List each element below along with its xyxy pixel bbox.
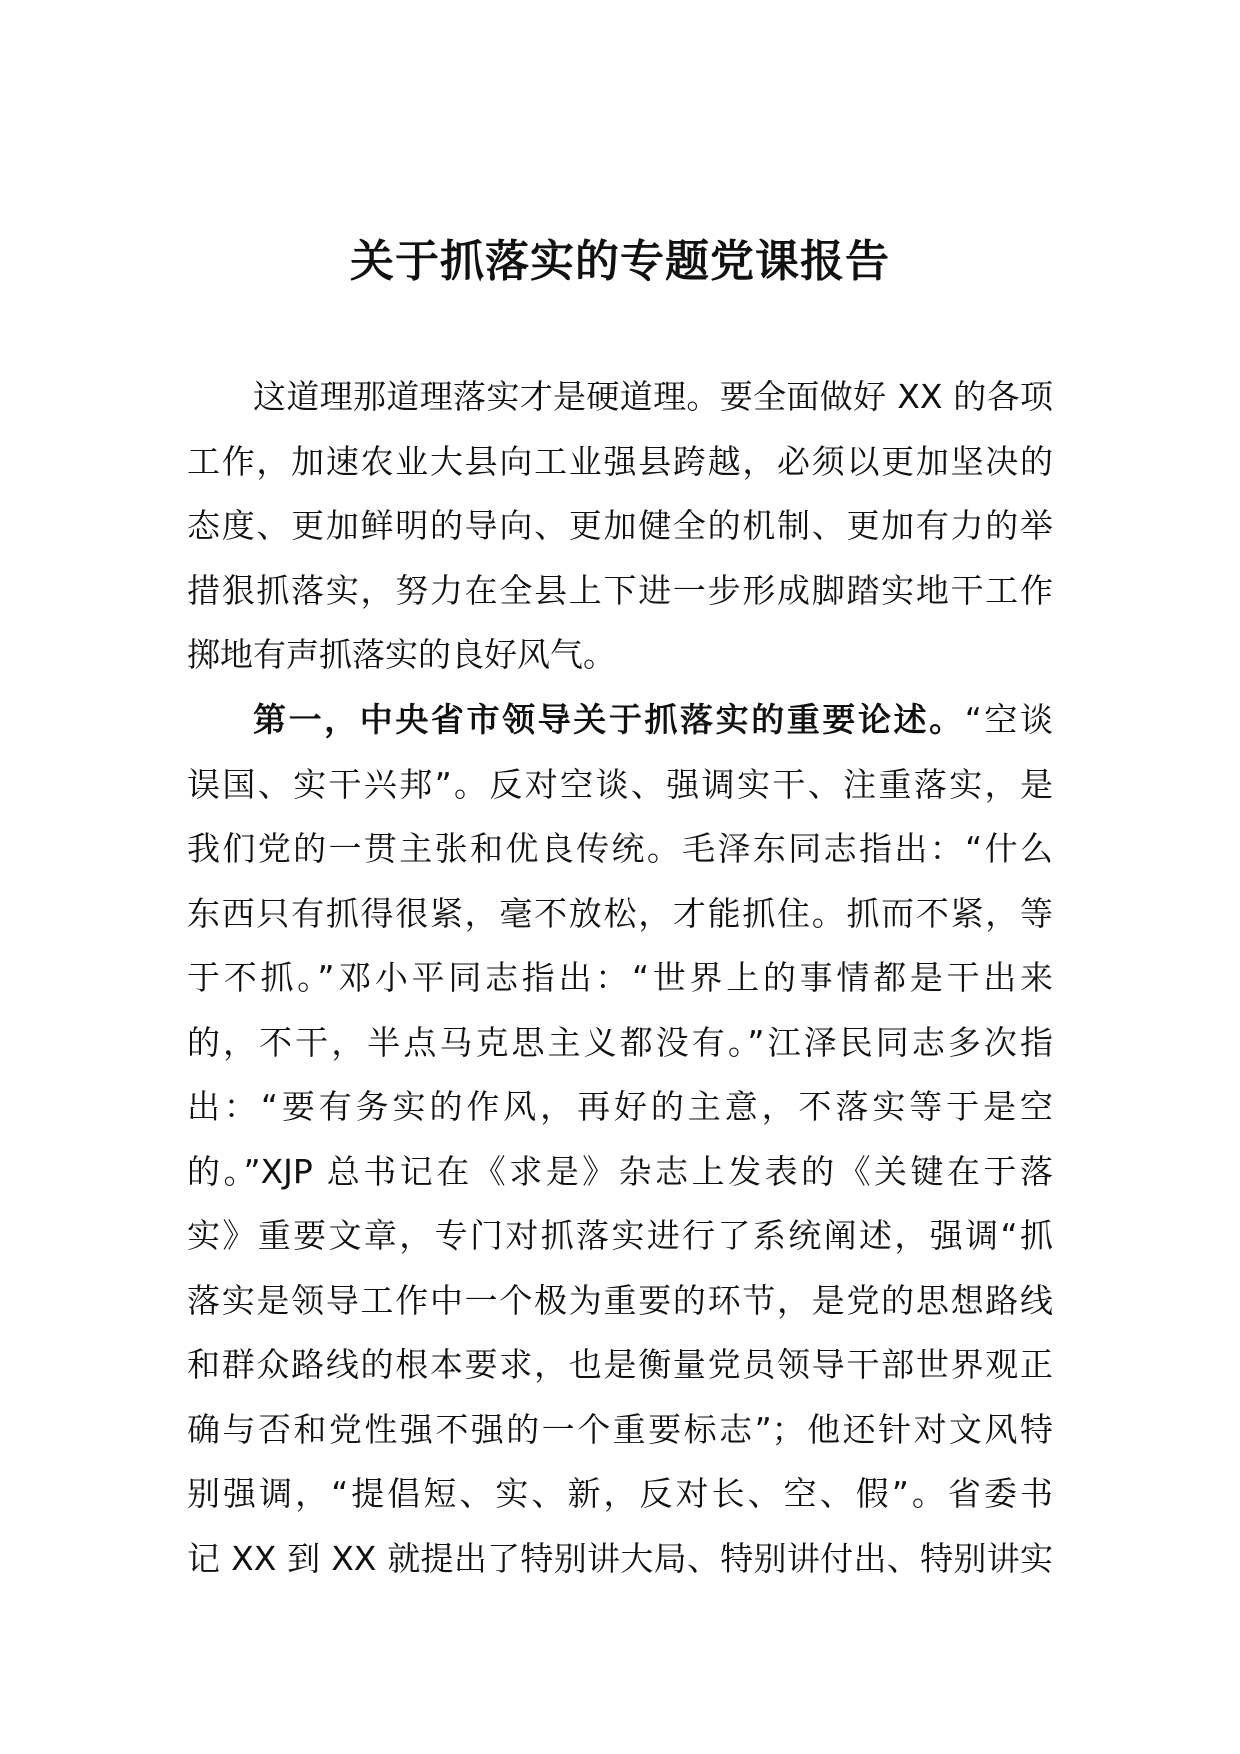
document-title: 关于抓落实的专题党课报告 (350, 236, 890, 287)
text-line: 掷地有声抓落实的良好风气。 (187, 635, 616, 674)
text-line: 落实是领导工作中一个极为重要的环节，是党的思想路线 (187, 1280, 1053, 1320)
text-line: 记 XX 到 XX 就提出了特别讲大局、特别讲付出、特别讲实 (187, 1538, 1053, 1578)
text-line: 措狠抓落实，努力在全县上下进一步形成脚踏实地干工作 (187, 570, 1053, 610)
section-heading: 第一，中央省市领导关于抓落实的重要论述。 (253, 700, 965, 739)
text-line: 于不抓。”邓小平同志指出：“世界上的事情都是干出来 (187, 958, 1053, 997)
paragraph-intro (187, 365, 1053, 688)
text-line: 误国、实干兴邦”。反对空谈、强调实干、注重落实，是 (187, 764, 1053, 804)
section-first-line-rest: “空谈 (964, 700, 1053, 739)
text-line: 别强调，“提倡短、实、新，反对长、空、假”。省委书 (187, 1474, 1053, 1513)
text-line: 的。”XJP 总书记在《求是》杂志上发表的《关键在于落 (187, 1151, 1053, 1191)
text-line: 的，不干，半点马克思主义都没有。”江泽民同志多次指 (187, 1022, 1053, 1062)
text-line: 东西只有抓得很紧，毫不放松，才能抓住。抓而不紧，等 (187, 893, 1053, 933)
text-line: 实》重要文章，专门对抓落实进行了系统阐述，强调“抓 (187, 1216, 1053, 1255)
paragraph-section-one (187, 688, 1053, 1591)
text-line: 态度、更加鲜明的导向、更加健全的机制、更加有力的举 (187, 506, 1053, 545)
text-line: 出：“要有务实的作风，再好的主意，不落实等于是空 (187, 1087, 1053, 1126)
text-line: 这道理那道理落实才是硬道理。要全面做好 XX 的各项 (253, 377, 1053, 416)
text-line: 工作，加速农业大县向工业强县跨越，必须以更加坚决的 (187, 441, 1053, 481)
text-line: 和群众路线的根本要求，也是衡量党员领导干部世界观正 (187, 1345, 1053, 1384)
text-line: 我们党的一贯主张和优良传统。毛泽东同志指出：“什么 (187, 829, 1053, 868)
section-first-line (187, 688, 1053, 753)
text-line: 确与否和党性强不强的一个重要标志”；他还针对文风特 (187, 1409, 1053, 1449)
